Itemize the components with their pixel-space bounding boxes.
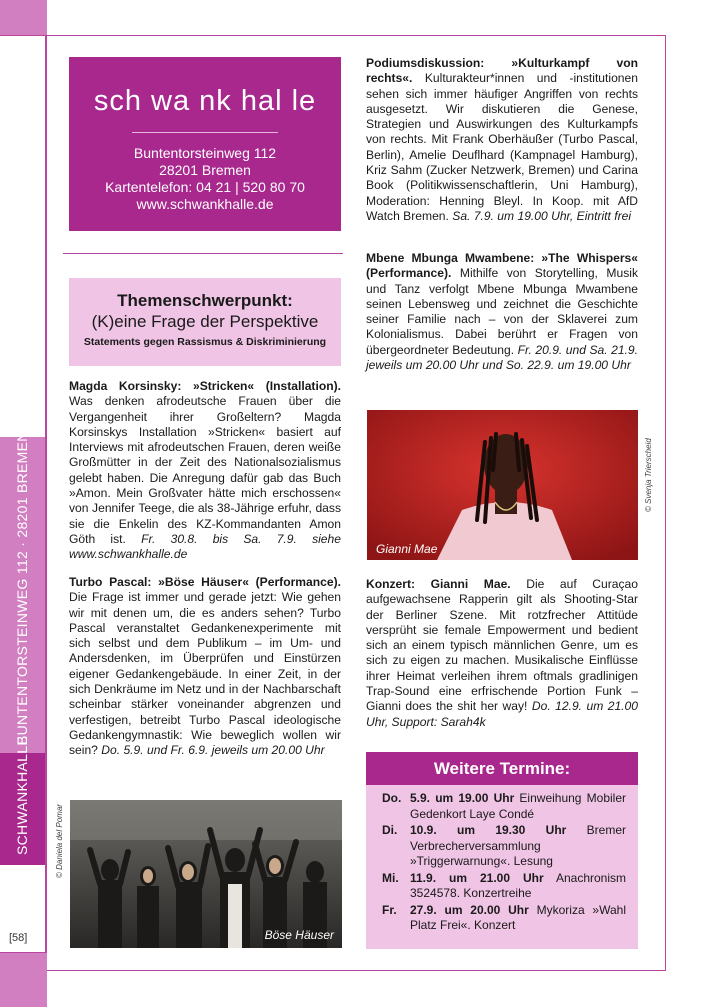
photo-credit: © Daniela del Pomar xyxy=(55,804,64,878)
termine-what: Mykoriza »Wahl Platz Frei«. Konzert xyxy=(410,902,626,932)
article-turbo-pascal xyxy=(69,575,341,759)
termine-what: Einweihung Mobiler Gedenkort Laye Condé xyxy=(410,791,626,821)
termine-when: 27.9. um 20.00 Uhr xyxy=(410,902,529,917)
sidebar-rule-top xyxy=(0,35,47,36)
termine-item xyxy=(382,903,626,934)
page-number: [58] xyxy=(9,932,28,944)
termine-title: Weitere Termine: xyxy=(366,752,638,785)
article-head: Podiumsdiskussion: »Kulturkampf von rechts«. xyxy=(366,56,638,86)
termine-item xyxy=(382,871,626,902)
photo-credit: © Svenja Trierscheid xyxy=(644,438,653,512)
termine-what: Anachronism 3524578. Konzertreihe xyxy=(410,870,626,900)
article-korsinsky xyxy=(69,379,341,563)
frame-top-rule xyxy=(47,35,666,36)
venue-box xyxy=(69,57,341,231)
venue-phone: Kartentelefon: 04 21 | 520 80 70 xyxy=(105,179,305,195)
termine-day: Di. xyxy=(382,823,398,837)
article-head: Konzert: Gianni Mae. xyxy=(366,577,511,591)
sidebar-rule xyxy=(45,35,47,953)
termine-when: 5.9. um 19.00 Uhr xyxy=(410,791,515,805)
termine-when: 10.9. um 19.30 Uhr xyxy=(410,823,567,837)
article-gianni-mae xyxy=(366,577,638,730)
photo-caption: Böse Häuser xyxy=(264,928,334,942)
venue-city: 28201 Bremen xyxy=(159,162,251,178)
article-date: Sa. 7.9. um 19.00 Uhr, Eintritt frei xyxy=(452,208,632,223)
article-head: Turbo Pascal: »Böse Häuser« (Performance). xyxy=(69,575,341,589)
venue-logo: sch wa nk hal le xyxy=(93,85,317,117)
sidebar-address-label: BUNTENTORSTEINWEG 112 · 28201 BREMEN xyxy=(14,431,30,745)
frame-bottom-rule xyxy=(47,970,666,971)
venue-divider xyxy=(132,132,278,133)
photo-boese-haeuser-image xyxy=(70,800,342,948)
article-head: Mbene Mbunga Mwambene: »The Whispers« (Performance). xyxy=(366,251,638,281)
article-body: Kulturakteur*innen und -institutionen sehen sich immer häufiger Angriffen von rechts ausgesetzt. Wir diskutieren die Genese, Strategien und Auswirkungen des Kulturkampfs von rechts. Mit Frank Oberhäußer (Turbo Pascal, Berlin), Amelie Deuflhard (Kampnagel Hamburg), Kriz Sahm (Zucker Netzwerk, Bremen) und Carina Book (Politikwissenschaftlerin, Uni Hamburg), Moderation: Henning Bleyl. In Koop. mit AfD Watch Bremen. xyxy=(366,71,638,223)
column-rule xyxy=(63,253,343,254)
article-mbene xyxy=(366,251,638,373)
article-body: Mithilfe von Storytelling, Musik und Tanz verfolgt Mbene Mbunga Mwambene seinen Lebensweg und zeichnet die Geschichte seiner Familie nach – von der Sklaverei zum Kolonialismus. Dabei berührt er Fragen von übergeordneter Bedeutung. xyxy=(366,266,638,357)
article-podium xyxy=(366,56,638,224)
photo-gianni-mae xyxy=(367,410,638,560)
photo-caption: Gianni Mae xyxy=(376,542,438,556)
termine-list xyxy=(366,785,638,949)
article-date: Do. 5.9. und Fr. 6.9. jeweils um 20.00 Uhr xyxy=(101,743,325,758)
article-head: Magda Korsinsky: »Stricken« (Installation). xyxy=(69,379,341,393)
termine-item xyxy=(382,791,626,822)
article-date: Fr. 30.8. bis Sa. 7.9. siehe www.schwankhalle.de xyxy=(69,531,341,562)
article-body: Die auf Curaçao aufgewachsene Rapperin gilt als Shooting-Star der Berliner Szene. Mit rotzfrecher Attitüde versprüht sie female Empowerment und bedient sich an einem typisch männlichen Genre, um es sich zu eigen zu machen. Musikalische Einflüsse ihrer Heimat verleihen ihrem oftmals gradlinigen Trap-Sound eine erfrischende Portion Funk – Gianni does the shit her way! xyxy=(366,577,638,714)
theme-tagline: Statements gegen Rassismus & Diskriminierung xyxy=(83,336,327,348)
frame-right-rule xyxy=(665,35,666,971)
venue-web-link[interactable]: www.schwankhalle.de xyxy=(136,196,274,212)
venue-street: Buntentorsteinweg 112 xyxy=(133,145,277,161)
termine-day: Mi. xyxy=(382,870,399,885)
theme-box xyxy=(69,278,341,366)
article-date: Do. 12.9. um 21.00 Uhr, Support: Sarah4k xyxy=(366,699,638,729)
termine-item xyxy=(382,823,626,870)
article-body: Die Frage ist immer und gerade jetzt: Wie gehen wir mit denen um, die es anders sehen? Turbo Pascal veranstaltet Gedankenexperimente mit sich selbst und dem Publikum – im Um- und Andersdenken, im Überprüfen und Einstürzen eigener Gedankengebäude. In einer Zeit, in der sich Denkräume im Netz und in der Nachbarschaft scheinbar stärker voneinander abgrenzen und verfestigen, betreibt Turbo Pascal ideologische Gedankengymnastik: Wie beweglich wollen wir sein? xyxy=(69,590,341,758)
theme-title: Themenschwerpunkt: xyxy=(117,291,293,310)
theme-subtitle: (K)eine Frage der Perspektive xyxy=(91,312,319,331)
termine-day: Fr. xyxy=(382,902,397,917)
photo-gianni-mae-image xyxy=(367,410,638,560)
article-date: Fr. 20.9. und Sa. 21.9. jeweils um 20.00 Uhr und So. 22.9. um 19.00 Uhr xyxy=(366,342,638,373)
photo-boese-haeuser xyxy=(70,800,342,948)
termine-when: 11.9. um 21.00 Uhr xyxy=(410,870,544,885)
sidebar-venue-label: SCHWANKHALLE xyxy=(14,736,30,855)
sidebar-rule-bottom xyxy=(0,952,47,953)
termine-what: Bremer Verbrecherversammlung »Triggerwarnung«. Lesung xyxy=(410,823,626,868)
termine-day: Do. xyxy=(382,791,402,805)
article-body: Was denken afrodeutsche Frauen über die Vergangenheit ihrer Großeltern? Magda Korsinskys Installation »Stricken« basiert auf Interviews mit afrodeutschen Frauen, deren weiße Großmütter in der Zeit des Nationalsozialismus gelebt haben. Die Anregung dafür gab das Buch »Amon. Mein Großvater hätte mich erschossen« von Jennifer Teege, die als 38-Jährige erfuhr, dass sie die Enkelin des KZ-Kommandanten Amon Göth ist. xyxy=(69,394,341,546)
